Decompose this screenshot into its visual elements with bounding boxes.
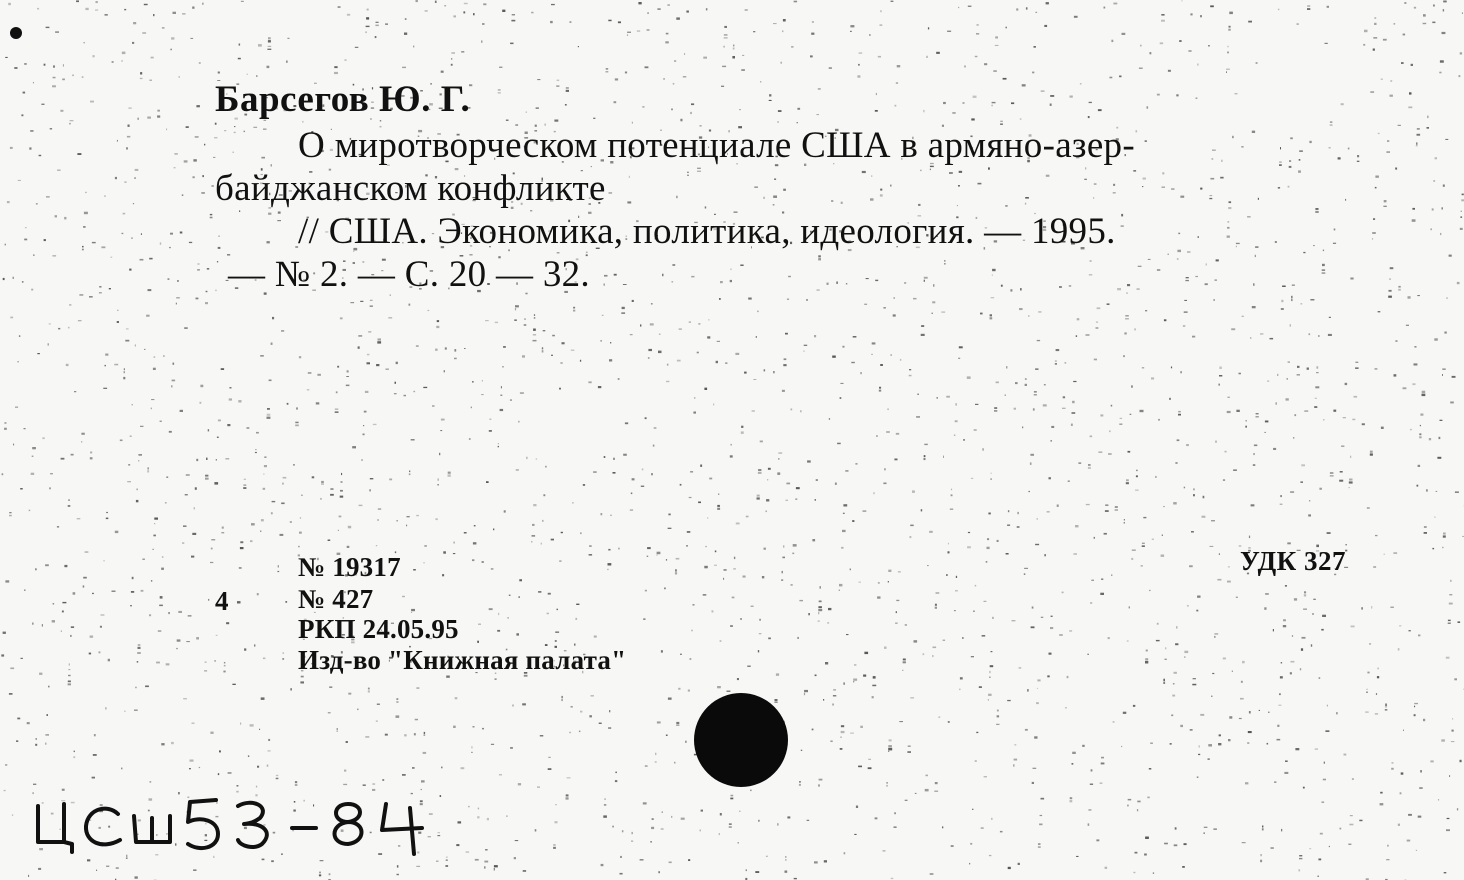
title-line-1: О миротворческом потенциале США в армяно-азер- [298, 125, 1135, 166]
registration-number-2: № 427 [298, 584, 374, 614]
source-line-2: — № 2. — С. 20 — 32. [228, 254, 590, 295]
punch-hole [694, 693, 788, 787]
source-line-1: // США. Экономика, политика, идеология. — 1995. [298, 211, 1116, 252]
corner-dot [10, 27, 22, 39]
registration-number-1: № 19317 [298, 552, 401, 582]
handwritten-code [30, 784, 460, 864]
copies-count: 4 [215, 586, 229, 616]
title-line-2: байджанском конфликте [215, 168, 606, 209]
rkp-date: РКП 24.05.95 [298, 614, 459, 644]
publisher: Изд-во "Книжная палата" [298, 645, 627, 675]
udk-code: УДК 327 [1240, 546, 1346, 576]
author-name: Барсегов Ю. Г. [215, 79, 471, 120]
